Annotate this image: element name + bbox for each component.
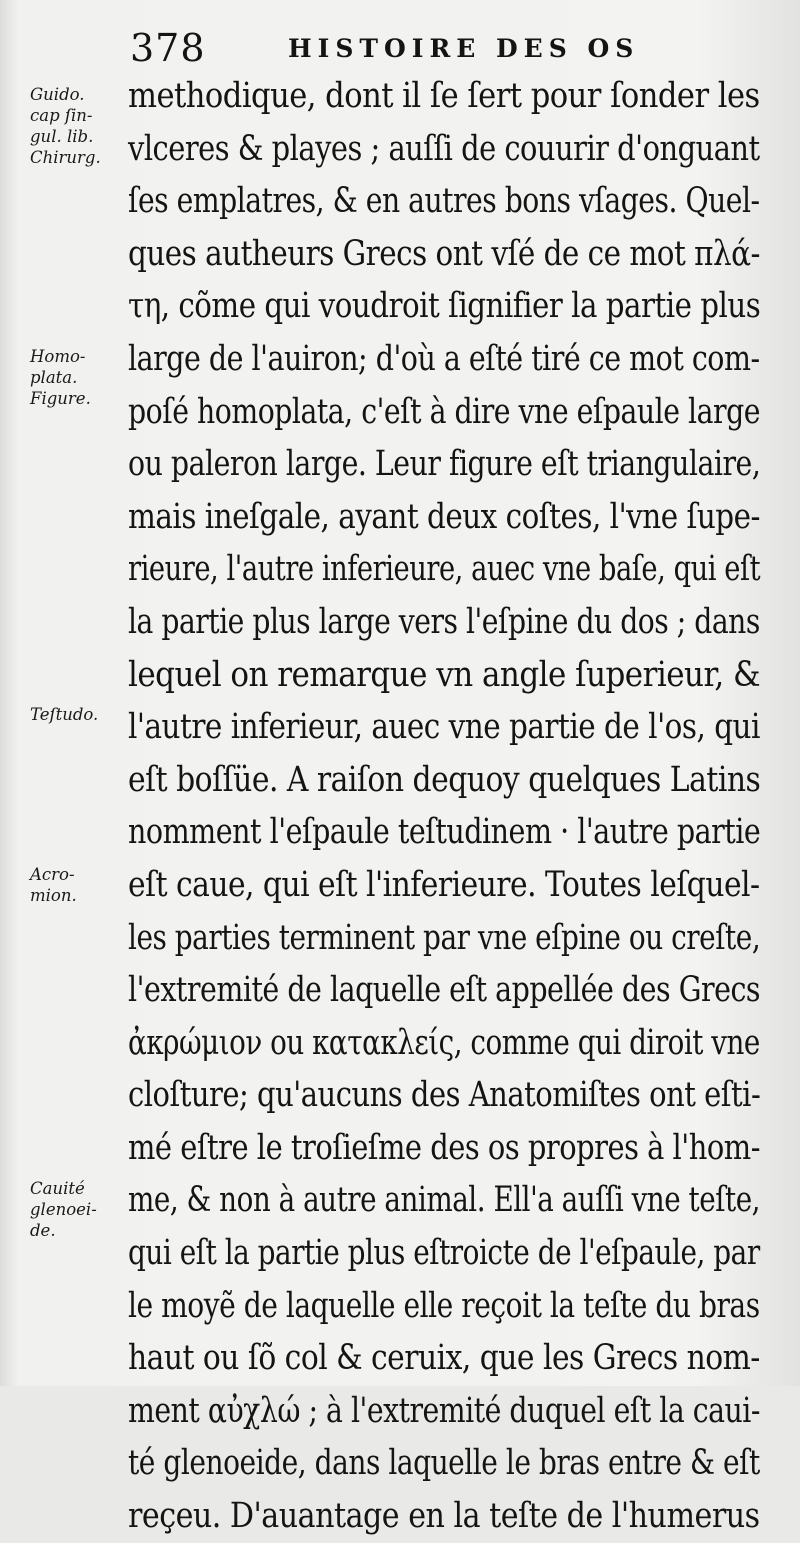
margin-note-line: Teſtudo. [30,705,99,724]
running-title: HISTOIRE DES OS [288,34,640,63]
text-line: le moyẽ de laquelle elle reçoit la teſte du bras [128,1285,760,1326]
text-line: large de l'auiron; d'où a eſté tiré ce mot com- [128,338,760,379]
text-line: ἀκρώμιον ou κατακλείς, comme qui diroit vne [128,1022,760,1063]
text-line: methodique, dont il ſe ſert pour ſonder les [128,76,760,116]
text-line: ſes emplatres, & en autres bons vſages. Quel- [128,181,760,222]
text-line: ment αὐχλώ ; à l'extremité duquel eſt la caui- [128,1390,760,1431]
text-line: l'autre inferieur, auec vne partie de l'os, qui [128,707,760,748]
running-head [120,22,760,72]
text-line: té glenoeide, dans laquelle le bras entre & eſt [128,1443,760,1484]
margin-note-guido [30,84,124,168]
text-line: eſt boſſüe. A raiſon dequoy quelques Latins [128,759,761,800]
text-line: eſt caue, qui eſt l'inferieure. Toutes leſquel- [128,864,760,905]
text-line: mais ineſgale, ayant deux coſtes, l'vne ſupe- [128,496,760,537]
text-line: me, & non à autre animal. Ell'a auſſi vne teſte, [128,1180,761,1221]
margin-note-line: Chirurg. [30,148,101,167]
text-line: ques autheurs Grecs ont vſé de ce mot πλά- [128,233,760,274]
margin-note-line: Acro- [30,865,75,884]
text-line: τη, cõme qui voudroit ſignifier la partie plus [128,286,761,327]
text-line: lequel on remarque vn angle ſuperieur, & [128,654,761,695]
margin-note-line: mion. [30,886,77,905]
text-line: ou paleron large. Leur figure eſt triangulaire, [128,444,761,485]
text-line: rieure, l'autre inferieure, auec vne baſe, qui eſt [128,549,761,590]
margin-note-line: Homo- [30,347,86,366]
text-line: qui eſt la partie plus eſtroicte de l'eſpaule, par [128,1233,760,1274]
margin-note-acromion [30,864,124,906]
text-line: vlceres & playes ; auſſi de couurir d'onguant [128,128,760,169]
text-line: cloſture; qu'aucuns des Anatomiſtes ont eſti- [128,1075,761,1116]
margin-note-line: cap ſin- [30,106,93,125]
text-line: reçeu. D'auantage en la teſte de l'humerus [128,1496,760,1537]
text-line: l'extremité de laquelle eſt appellée des Grecs [128,970,761,1011]
margin-note-line: Guido. [30,85,85,104]
text-line: haut ou ſõ col & ceruix, que les Grecs nom- [128,1338,760,1379]
margin-note-testudo [30,704,124,725]
margin-note-homoplata [30,346,124,409]
margin-note-line: glenoei- [30,1200,97,1219]
page-number: 378 [130,26,206,70]
text-line: mé eſtre le troſieſme des os propres à l'hom- [128,1127,760,1168]
margin-note-line: Cauité [30,1179,85,1198]
text-line: les parties terminent par vne eſpine ou creſte, [128,917,761,958]
margin-note-line: gul. lib. [30,127,94,146]
margin-note-line: Figure. [30,389,91,408]
margin-note-line: plata. [30,368,78,387]
margin-note-line: de. [30,1221,56,1240]
margin-note-cavite [30,1178,124,1241]
text-line: la partie plus large vers l'eſpine du dos ; dans [128,601,760,642]
text-line: nomment l'eſpaule teſtudinem · l'autre partie [128,812,761,853]
body-text [128,70,768,1543]
text-line: poſé homoplata, c'eſt à dire vne eſpaule large [128,391,760,432]
